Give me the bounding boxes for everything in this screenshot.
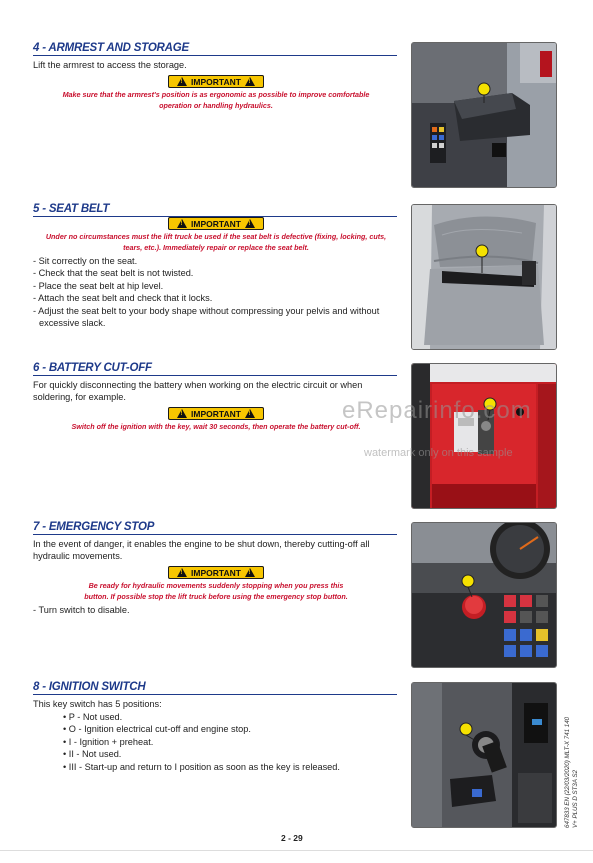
warning-triangle-icon (245, 77, 255, 86)
section-intro: Lift the armrest to access the storage. (33, 60, 187, 70)
warning-triangle-icon (245, 568, 255, 577)
section-title: 6 - BATTERY CUT-OFF (33, 362, 397, 376)
important-label: IMPORTANT (191, 408, 241, 419)
warning-triangle-icon (245, 219, 255, 228)
important-badge (168, 566, 264, 579)
bottom-divider (0, 850, 593, 851)
section-intro: This key switch has 5 positions: (33, 699, 162, 709)
page-number: 2 - 29 (281, 833, 303, 843)
list-item: • O - Ignition electrical cut-off and engine stop. (63, 724, 251, 735)
warning-text: Under no circumstances must the lift truck be used if the seat belt is defective (fixing, locking, cuts, tears, etc.). Immediately repair or replace the seat belt. (45, 232, 387, 252)
list-item: - Place the seat belt at hip level. (33, 280, 164, 291)
section-armrest-storage (33, 42, 555, 192)
warning-triangle-icon (177, 77, 187, 86)
watermark-brand: eRepairinfo.com (342, 397, 532, 424)
watermark-note: watermark only on this sample (364, 447, 513, 459)
warning-triangle-icon (177, 409, 187, 418)
seat-belt-photo (411, 204, 557, 350)
position-list (33, 711, 399, 773)
section-seat-belt (33, 203, 555, 353)
list-item: - Sit correctly on the seat. (33, 256, 138, 266)
important-badge (168, 217, 264, 230)
instruction-list (33, 604, 399, 616)
battery-cut-off-photo (411, 363, 557, 509)
section-title: 7 - EMERGENCY STOP (33, 521, 397, 535)
list-item: • I - Ignition + preheat. (63, 736, 154, 747)
section-intro: For quickly disconnecting the battery when working on the electric circuit or when soldering, for example. (33, 380, 363, 403)
warning-text: Switch off the ignition with the key, wait 30 seconds, then operate the battery cut-off. (71, 422, 361, 431)
section-intro: In the event of danger, it enables the engine to be shut down, thereby cutting-off all hydraulic movements. (33, 539, 370, 562)
list-item: - Check that the seat belt is not twisted. (33, 268, 194, 279)
section-battery-cut-off (33, 362, 555, 512)
warning-triangle-icon (177, 568, 187, 577)
list-item: • III - Start-up and return to I position as soon as the key is released. (63, 761, 340, 772)
important-label: IMPORTANT (191, 567, 241, 578)
list-item: - Turn switch to disable. (33, 605, 130, 615)
ignition-switch-photo (411, 682, 557, 828)
warning-text: Be ready for hydraulic movements suddenly stopping when you press this button. If possible stop the lift truck before using the emergency stop button. (84, 581, 348, 601)
list-item: - Attach the seat belt and check that it locks. (33, 293, 213, 304)
important-label: IMPORTANT (191, 218, 241, 229)
warning-text: Make sure that the armrest's position is as ergonomic as possible to improve comfortable operation or handling hydraulics. (62, 90, 370, 110)
warning-triangle-icon (245, 409, 255, 418)
section-title: 5 - SEAT BELT (33, 203, 397, 217)
important-badge (168, 407, 264, 420)
list-item: • P - Not used. (63, 712, 123, 722)
list-item: • II - Not used. (63, 749, 122, 760)
instruction-list (33, 255, 399, 329)
list-item: - Adjust the seat belt to your body shape without compressing your pelvis and without excessive slack. (33, 305, 380, 329)
warning-triangle-icon (177, 219, 187, 228)
important-badge (168, 75, 264, 88)
emergency-stop-photo (411, 522, 557, 668)
section-emergency-stop (33, 521, 555, 671)
section-ignition-switch (33, 681, 555, 831)
section-title: 4 - ARMREST AND STORAGE (33, 42, 397, 56)
section-title: 8 - IGNITION SWITCH (33, 681, 397, 695)
important-label: IMPORTANT (191, 76, 241, 87)
document-reference-code: 647833 EN (22/03/2020) MLT-X 741 140 V+ PLUS D ST3A S2 (564, 716, 579, 828)
armrest-photo (411, 42, 557, 188)
